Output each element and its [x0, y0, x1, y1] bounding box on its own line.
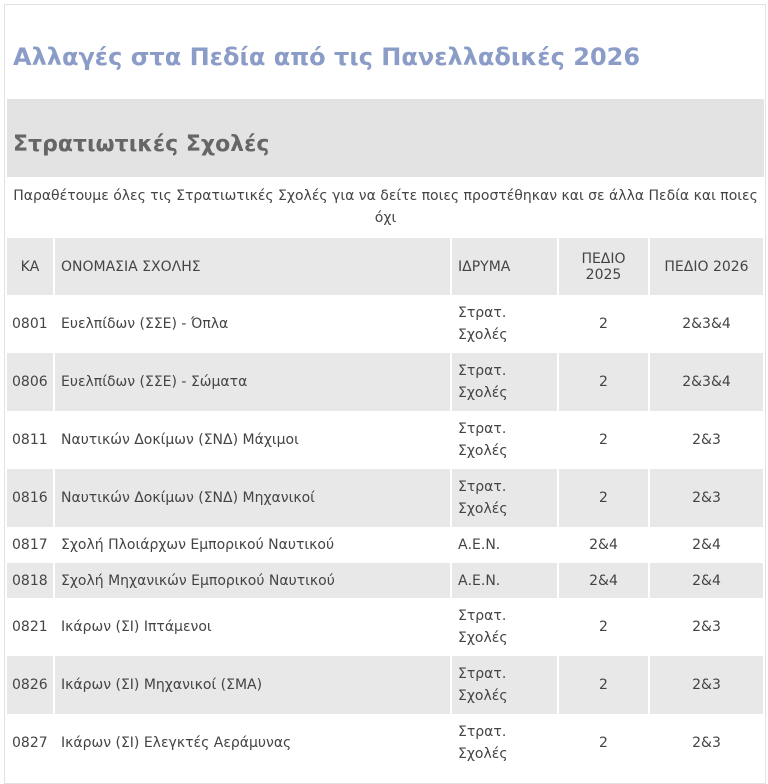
cell-name: Ναυτικών Δοκίμων (ΣΝΔ) Μάχιμοι — [54, 411, 451, 469]
cell-code: 0818 — [7, 563, 54, 598]
cell-field-2026: 2&3&4 — [649, 353, 764, 411]
table-row — [7, 563, 764, 598]
cell-code: 0816 — [7, 469, 54, 527]
table-row — [7, 411, 764, 469]
page-title: Αλλαγές στα Πεδία από τις Πανελλαδικές 2026 — [13, 43, 641, 71]
cell-field-2025: 2 — [558, 411, 649, 469]
header-institution: ΙΔΡΥΜΑ — [451, 238, 558, 295]
table-row — [7, 527, 764, 563]
cell-name: Σχολή Πλοιάρχων Εμπορικού Ναυτικού — [54, 527, 451, 563]
cell-code: 0827 — [7, 714, 54, 772]
cell-field-2026: 2&4 — [649, 563, 764, 598]
cell-field-2025: 2 — [558, 656, 649, 714]
intro-text: Παραθέτουμε όλες τις Στρατιωτικές Σχολές για να δείτε ποιες προστέθηκαν και σε άλλα Πεδία και ποιες όχι — [13, 188, 758, 226]
cell-code: 0821 — [7, 598, 54, 656]
cell-field-2026: 2&3 — [649, 469, 764, 527]
table-row — [7, 353, 764, 411]
article-container — [4, 4, 766, 784]
cell-name: Ικάρων (ΣΙ) Ελεγκτές Αεράμυνας — [54, 714, 451, 772]
cell-code: 0811 — [7, 411, 54, 469]
cell-institution: Α.Ε.Ν. — [451, 527, 558, 563]
cell-name: Ναυτικών Δοκίμων (ΣΝΔ) Μηχανικοί — [54, 469, 451, 527]
cell-name: Ευελπίδων (ΣΣΕ) - Σώματα — [54, 353, 451, 411]
cell-field-2026: 2&3 — [649, 656, 764, 714]
cell-code: 0801 — [7, 295, 54, 353]
cell-field-2026: 2&3&4 — [649, 295, 764, 353]
cell-field-2025: 2 — [558, 714, 649, 772]
cell-institution: Στρατ. Σχολές — [451, 469, 558, 527]
cell-name: Ικάρων (ΣΙ) Μηχανικοί (ΣΜΑ) — [54, 656, 451, 714]
cell-institution: Στρατ. Σχολές — [451, 598, 558, 656]
header-code: ΚΑ — [7, 238, 54, 295]
cell-field-2026: 2&3 — [649, 598, 764, 656]
cell-institution: Στρατ. Σχολές — [451, 353, 558, 411]
cell-code: 0826 — [7, 656, 54, 714]
cell-field-2025: 2 — [558, 598, 649, 656]
table-row — [7, 598, 764, 656]
table-row — [7, 714, 764, 772]
table-row — [7, 295, 764, 353]
cell-institution: Στρατ. Σχολές — [451, 411, 558, 469]
cell-field-2025: 2 — [558, 469, 649, 527]
header-field-2026: ΠΕΔΙΟ 2026 — [649, 238, 764, 295]
table-row — [7, 656, 764, 714]
schools-table — [7, 238, 765, 772]
cell-name: Ευελπίδων (ΣΣΕ) - Όπλα — [54, 295, 451, 353]
cell-field-2026: 2&3 — [649, 411, 764, 469]
cell-field-2025: 2&4 — [558, 563, 649, 598]
cell-field-2025: 2 — [558, 353, 649, 411]
header-name: ΟΝΟΜΑΣΙΑ ΣΧΟΛΗΣ — [54, 238, 451, 295]
cell-institution: Α.Ε.Ν. — [451, 563, 558, 598]
cell-name: Ικάρων (ΣΙ) Ιπτάμενοι — [54, 598, 451, 656]
cell-code: 0817 — [7, 527, 54, 563]
cell-field-2026: 2&4 — [649, 527, 764, 563]
cell-field-2025: 2&4 — [558, 527, 649, 563]
table-row — [7, 469, 764, 527]
cell-code: 0806 — [7, 353, 54, 411]
section-header — [7, 99, 764, 177]
cell-institution: Στρατ. Σχολές — [451, 295, 558, 353]
cell-name: Σχολή Μηχανικών Εμπορικού Ναυτικού — [54, 563, 451, 598]
cell-field-2025: 2 — [558, 295, 649, 353]
section-title: Στρατιωτικές Σχολές — [13, 132, 270, 157]
header-field-2025: ΠΕΔΙΟ 2025 — [558, 238, 649, 295]
cell-institution: Στρατ. Σχολές — [451, 656, 558, 714]
table-header-row — [7, 238, 764, 295]
cell-institution: Στρατ. Σχολές — [451, 714, 558, 772]
cell-field-2026: 2&3 — [649, 714, 764, 772]
